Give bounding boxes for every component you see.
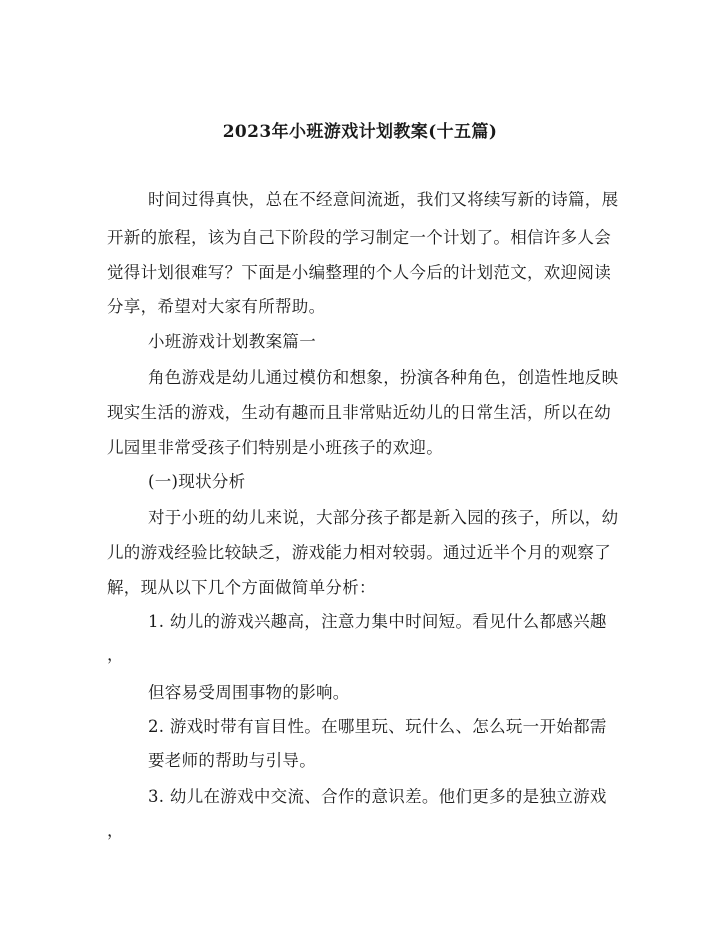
paragraph-line: 儿园里非常受孩子们特别是小班孩子的欢迎。 — [107, 438, 443, 457]
paragraph-line: 儿的游戏经验比较缺乏，游戏能力相对较弱。通过近半个月的观察了 — [107, 543, 611, 562]
document-title: 2023年小班游戏计划教案(十五篇) — [222, 122, 498, 142]
intro-line: 开新的旅程，该为自己下阶段的学习制定一个计划了。相信许多人会 — [107, 228, 611, 247]
paragraph-line: 对于小班的幼儿来说，大部分孩子都是新入园的孩子，所以，幼 — [148, 508, 619, 527]
list-item-orphan: ， — [107, 821, 124, 840]
list-item: 2. 游戏时带有盲目性。在哪里玩、玩什么、怎么玩一开始都需 — [148, 717, 607, 736]
list-item-continuation: 但容易受周围事物的影响。 — [148, 683, 350, 702]
list-item: 1. 幼儿的游戏兴趣高，注意力集中时间短。看见什么都感兴趣 — [148, 612, 607, 631]
sub-heading: (一)现状分析 — [148, 472, 246, 491]
intro-line: 分享，希望对大家有所帮助。 — [107, 297, 326, 316]
list-item: 3. 幼儿在游戏中交流、合作的意识差。他们更多的是独立游戏 — [148, 787, 607, 806]
paragraph-line: 现实生活的游戏，生动有趣而且非常贴近幼儿的日常生活，所以在幼 — [107, 403, 611, 422]
list-item-continuation: 要老师的帮助与引导。 — [148, 751, 316, 770]
paragraph-line: 角色游戏是幼儿通过模仿和想象，扮演各种角色，创造性地反映 — [148, 368, 619, 387]
paragraph-line: 解，现从以下几个方面做简单分析： — [107, 578, 376, 597]
list-item-orphan: ， — [107, 645, 124, 664]
intro-line: 时间过得真快，总在不经意间流逝，我们又将续写新的诗篇，展 — [148, 190, 619, 209]
intro-line: 觉得计划很难写？下面是小编整理的个人今后的计划范文，欢迎阅读 — [107, 263, 611, 282]
section-heading: 小班游戏计划教案篇一 — [148, 332, 316, 351]
